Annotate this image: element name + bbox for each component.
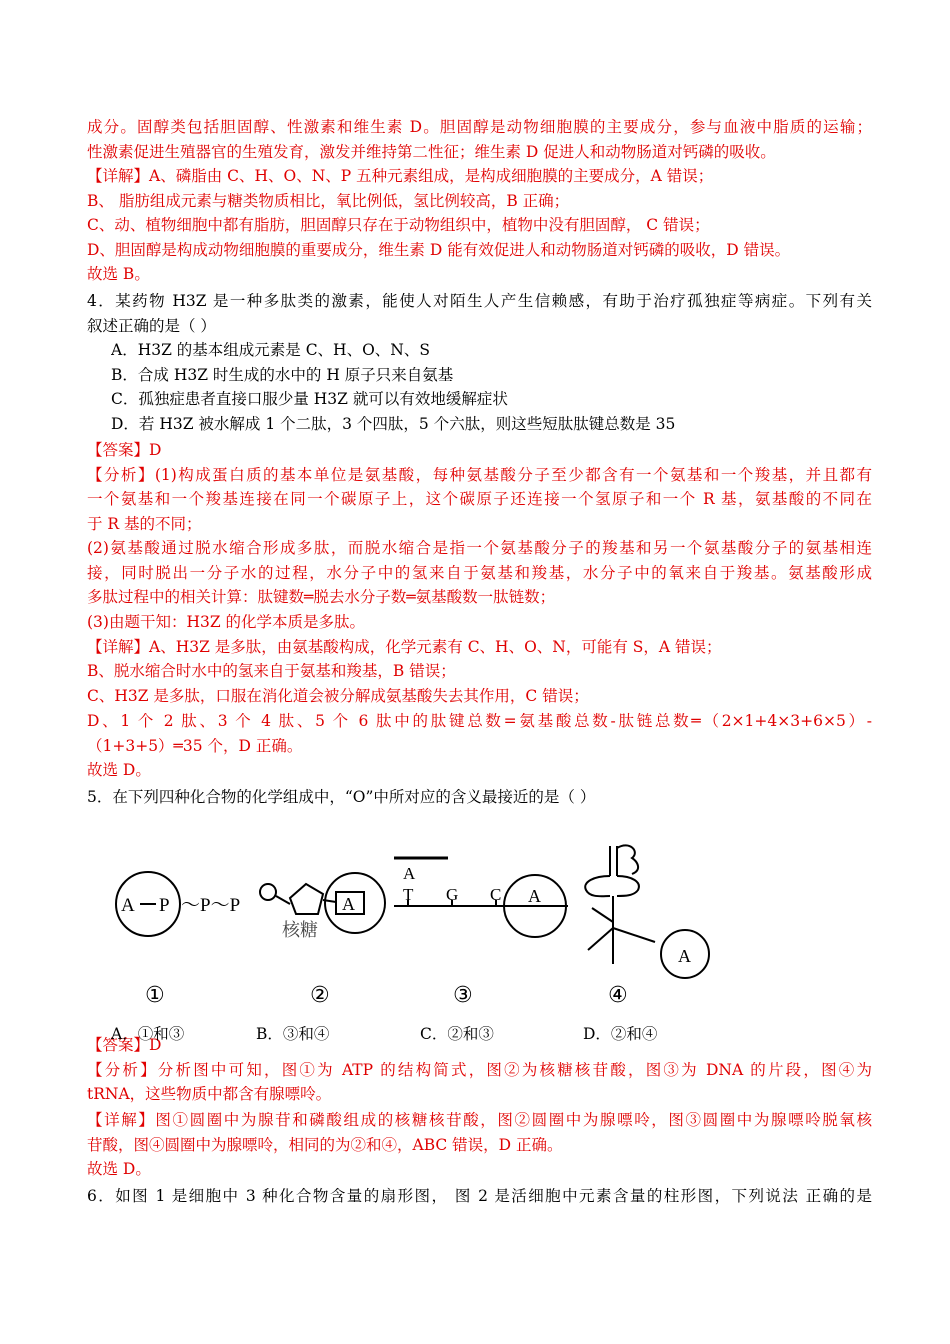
text-line-14: 【答案】D bbox=[87, 441, 162, 459]
text-line-16: 一个氨基和一个羧基连接在同一个碳原子上，这个碳原子还连接一个氢原子和一个 R 基，氨基酸的不同在 bbox=[87, 490, 872, 508]
text-line-23: B、脱水缩合时水中的氢来自于氨基和羧基，B 错误； bbox=[87, 662, 456, 680]
text-line-2: 性激素促进生殖器官的生殖发育，激发并维持第二性征；维生素 D 促进人和动物肠道对钙磷的吸收。 bbox=[87, 143, 776, 161]
fig1-chain-label: ～P～P bbox=[181, 895, 241, 916]
text-line-5: C、动、植物细胞中都有脂肪，胆固醇只存在于动物组织中，植物中没有胆固醇， C 错误； bbox=[87, 216, 710, 234]
fig4-a-label: A bbox=[678, 946, 691, 966]
text-line-15: 【分析】(1)构成蛋白质的基本单位是氨基酸，每种氨基酸分子至少都含有一个氨基和一个羧基，并且都有 bbox=[87, 466, 872, 484]
text-line-20: 多肽过程中的相关计算：肽键数═脱去水分子数═氨基酸数一肽链数； bbox=[87, 588, 556, 606]
text-line-7: 故选 B。 bbox=[87, 265, 150, 283]
text-line-11: B．合成 H3Z 时生成的水中的 H 原子只来自氨基 bbox=[111, 366, 454, 384]
fig-number-2: ② bbox=[310, 983, 330, 1008]
text-line-19: 接，同时脱出一分子水的过程，水分子中的氢来自于氨基和羧基，水分子中的氧来自于羧基。氨基酸形成 bbox=[87, 564, 872, 582]
q5-choice-b: B．③和④ bbox=[256, 1025, 330, 1043]
text-line-12: C．孤独症患者直接口服少量 H3Z 就可以有效地缓解症状 bbox=[111, 390, 508, 408]
text-line-32: 【详解】图①圆圈中为腺苷和磷酸组成的核糖核苷酸，图②圆圈中为腺嘌呤，图③圆圈中为腺嘌呤脱氧核 bbox=[87, 1111, 872, 1129]
figure-3-dna-fragment bbox=[394, 858, 568, 1008]
fig2-a-label: A bbox=[342, 894, 355, 914]
text-line-24: C、H3Z 是多肽，口服在消化道会被分解成氨基酸失去其作用，C 错误； bbox=[87, 687, 589, 705]
text-line-30: 【分析】分析图中可知，图①为 ATP 的结构简式，图②为核糖核苷酸，图③为 DNA 的片段，图④为 bbox=[87, 1061, 872, 1079]
text-line-29: 【答案】D bbox=[87, 1036, 162, 1054]
text-line-9: 叙述正确的是（ ） bbox=[87, 317, 216, 335]
text-line-35: 6．如图 1 是细胞中 3 种化合物含量的扇形图， 图 2 是活细胞中元素含量的柱形图，下列说法 正确的是 bbox=[87, 1187, 872, 1205]
fig2-sugar-label: 核糖 bbox=[282, 920, 318, 941]
text-line-3: 【详解】A、磷脂由 C、H、O、N、P 五种元素组成，是构成细胞膜的主要成分，A 错误； bbox=[87, 167, 714, 185]
q5-choice-a: A．①和③ bbox=[111, 1025, 185, 1043]
text-line-28: 5．在下列四种化合物的化学组成中，“O”中所对应的含义最接近的是（ ） bbox=[87, 788, 596, 806]
fig-number-4: ④ bbox=[608, 983, 628, 1008]
text-line-26: （1+3+5）═35 个，D 正确。 bbox=[87, 737, 303, 755]
text-line-17: 于 R 基的不同； bbox=[87, 515, 202, 533]
text-line-34: 故选 D。 bbox=[87, 1160, 151, 1178]
fig3-letter-g: G bbox=[446, 885, 459, 904]
text-line-18: (2)氨基酸通过脱水缩合形成多肽，而脱水缩合是指一个氨基酸分子的羧基和另一个氨基酸分子的氨基相连 bbox=[87, 539, 872, 557]
fig1-p1-label: P bbox=[159, 895, 170, 916]
q5-choice-d: D．②和④ bbox=[583, 1025, 658, 1043]
figure-2-ribonucleotide bbox=[260, 873, 385, 1008]
text-line-31: tRNA，这些物质中都含有腺嘌呤。 bbox=[87, 1085, 332, 1103]
text-line-8: 4．某药物 H3Z 是一种多肽类的激素，能使人对陌生人产生信赖感，有助于治疗孤独症等病症。下列有关 bbox=[87, 292, 872, 310]
text-line-21: (3)由题干知：H3Z 的化学本质是多肽。 bbox=[87, 613, 366, 631]
question-5-figure bbox=[110, 838, 730, 1018]
text-line-33: 苷酸，图④圆圈中为腺嘌呤，相同的为②和④，ABC 错误，D 正确。 bbox=[87, 1136, 563, 1154]
text-line-4: B、 脂肪组成元素与糖类物质相比，氧比例低，氢比例较高，B 正确； bbox=[87, 192, 570, 210]
figure-4-trna bbox=[585, 845, 709, 1008]
fig-number-1: ① bbox=[145, 983, 165, 1008]
fig3-letter-a: A bbox=[403, 864, 416, 883]
text-line-13: D．若 H3Z 被水解成 1 个二肽，3 个四肽，5 个六肽，则这些短肽肽键总数是 35 bbox=[111, 415, 676, 433]
fig3-a-label: A bbox=[528, 886, 541, 906]
text-line-25: D、1 个 2 肽、3 个 4 肽、5 个 6 肽中的肽键总数=氨基酸总数-肽链总数═（2×1+4×3+6×5）- bbox=[87, 712, 872, 730]
text-line-22: 【详解】A、H3Z 是多肽，由氨基酸构成，化学元素有 C、H、O、N，可能有 S，A 错误； bbox=[87, 638, 722, 656]
q5-choice-c: C．②和③ bbox=[420, 1025, 494, 1043]
fig1-a-label: A bbox=[121, 895, 135, 916]
fig3-letter-t: T bbox=[403, 885, 414, 904]
text-line-10: A．H3Z 的基本组成元素是 C、H、O、N、S bbox=[111, 341, 430, 359]
fig3-letter-c: C bbox=[490, 885, 502, 904]
figure-1-atp bbox=[116, 872, 240, 1008]
text-line-6: D、胆固醇是构成动物细胞膜的重要成分，维生素 D 能有效促进人和动物肠道对钙磷的吸收，D 错误。 bbox=[87, 241, 791, 259]
text-line-27: 故选 D。 bbox=[87, 761, 151, 779]
fig-number-3: ③ bbox=[453, 983, 473, 1008]
text-line-1: 成分。固醇类包括胆固醇、性激素和维生素 D。胆固醇是动物细胞膜的主要成分，参与血液中脂质的运输； bbox=[87, 118, 872, 136]
